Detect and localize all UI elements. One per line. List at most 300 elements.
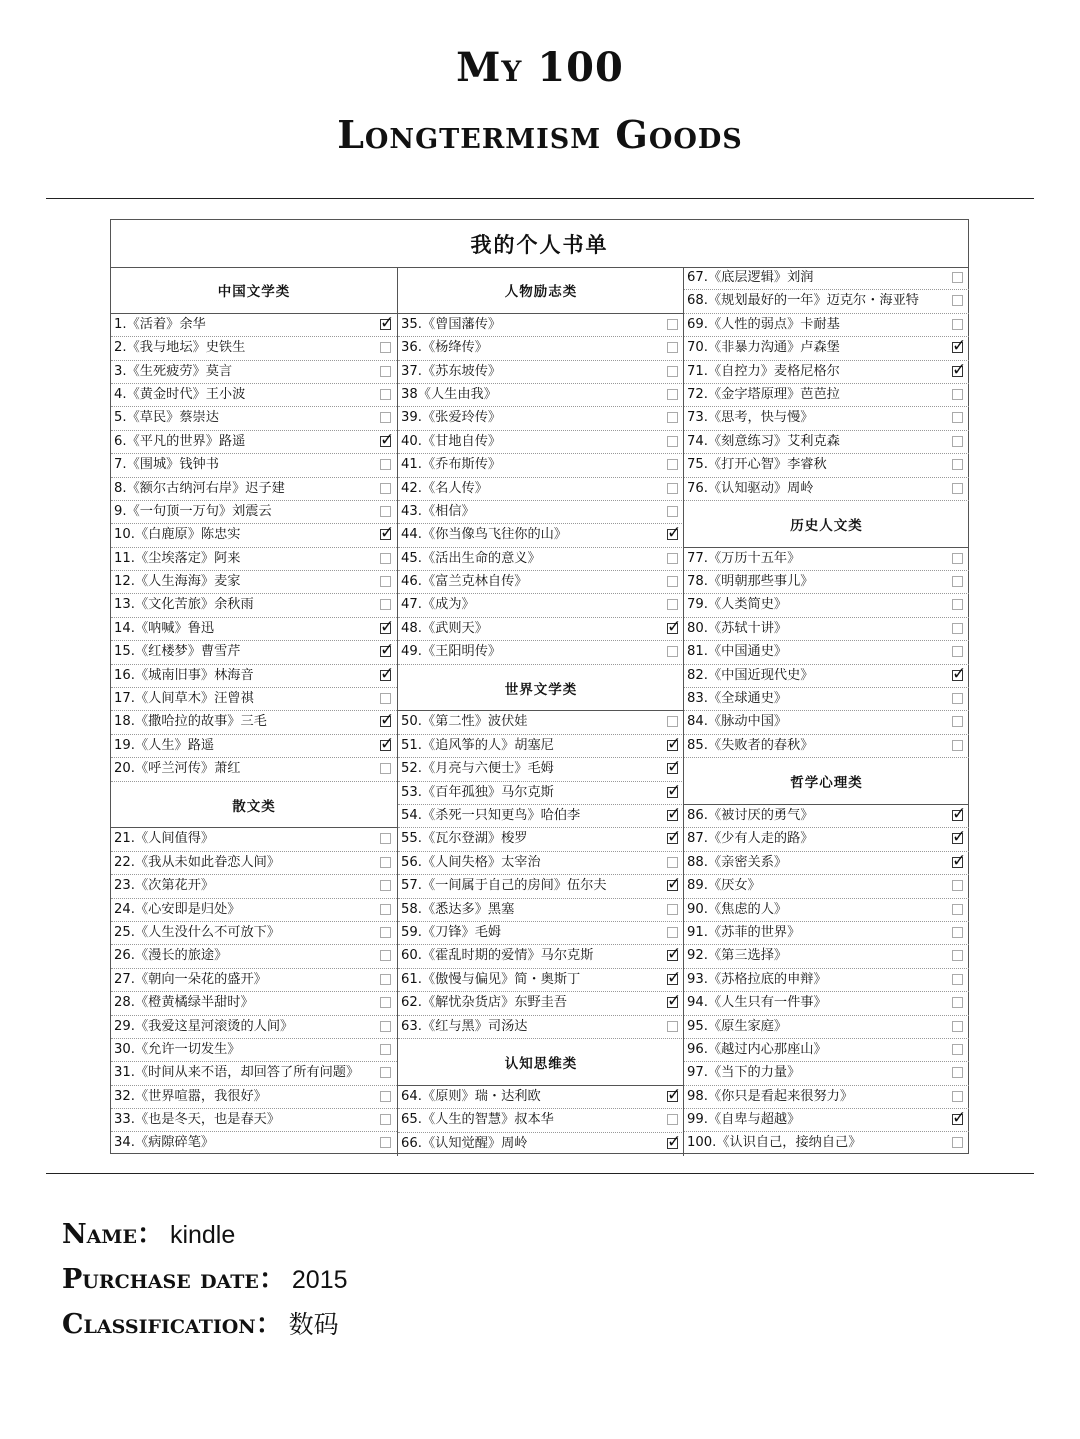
book-title: 65.《人生的智慧》叔本华 bbox=[401, 1112, 554, 1128]
book-title: 94.《人生只有一件事》 bbox=[687, 995, 827, 1011]
book-item bbox=[398, 805, 684, 828]
book-item bbox=[111, 501, 397, 524]
book-item bbox=[111, 361, 397, 384]
book-title: 52.《月亮与六便士》毛姆 bbox=[401, 761, 554, 777]
book-item bbox=[684, 875, 969, 898]
checkbox-unchecked[interactable] bbox=[952, 950, 963, 961]
book-item bbox=[398, 992, 684, 1015]
book-title: 47.《成为》 bbox=[401, 597, 475, 613]
checkbox-checked[interactable] bbox=[380, 436, 391, 447]
book-item bbox=[111, 618, 397, 641]
book-item bbox=[684, 805, 969, 828]
checkbox-unchecked[interactable] bbox=[380, 389, 391, 400]
book-title: 40.《甘地自传》 bbox=[401, 433, 502, 449]
book-item bbox=[684, 1016, 969, 1039]
checkbox-checked[interactable] bbox=[667, 997, 678, 1008]
book-title: 44.《你当像鸟飞往你的山》 bbox=[401, 527, 568, 543]
checkbox-checked[interactable] bbox=[952, 810, 963, 821]
checkbox-unchecked[interactable] bbox=[667, 904, 678, 915]
checkbox-unchecked[interactable] bbox=[667, 319, 678, 330]
checkbox-unchecked[interactable] bbox=[380, 1137, 391, 1148]
checkbox-unchecked[interactable] bbox=[952, 553, 963, 564]
title-line-1: My 100 bbox=[456, 44, 624, 91]
book-item bbox=[684, 594, 969, 617]
book-item bbox=[111, 969, 397, 992]
book-title: 79.《人类简史》 bbox=[687, 597, 788, 613]
book-item bbox=[684, 337, 969, 360]
book-title: 29.《我爱这星河滚烫的人间》 bbox=[114, 1018, 294, 1034]
book-title: 62.《解忧杂货店》东野圭吾 bbox=[401, 995, 568, 1011]
classification-value: 数码 bbox=[288, 1311, 339, 1339]
book-title: 68.《规划最好的一年》迈克尔・海亚特 bbox=[687, 293, 919, 309]
book-title: 86.《被讨厌的勇气》 bbox=[687, 808, 814, 824]
checkbox-unchecked[interactable] bbox=[380, 927, 391, 938]
checkbox-unchecked[interactable] bbox=[380, 1091, 391, 1102]
book-item bbox=[111, 314, 397, 337]
book-item bbox=[111, 454, 397, 477]
checkbox-unchecked[interactable] bbox=[380, 833, 391, 844]
book-item bbox=[684, 290, 969, 313]
book-title: 31.《时间从来不语，却回答了所有问题》 bbox=[114, 1065, 360, 1081]
book-title: 23.《次第花开》 bbox=[114, 878, 215, 894]
book-title: 46.《富兰克林自传》 bbox=[401, 574, 528, 590]
book-title: 26.《漫长的旅途》 bbox=[114, 948, 228, 964]
book-item bbox=[111, 548, 397, 571]
book-title: 53.《百年孤独》马尔克斯 bbox=[401, 784, 554, 800]
checkbox-unchecked[interactable] bbox=[952, 927, 963, 938]
book-title: 10.《白鹿原》陈忠实 bbox=[114, 527, 241, 543]
book-title: 1.《活着》余华 bbox=[114, 316, 206, 332]
book-item bbox=[111, 945, 397, 968]
book-title: 32.《世界喧嚣，我很好》 bbox=[114, 1088, 267, 1104]
checkbox-unchecked[interactable] bbox=[380, 506, 391, 517]
book-item bbox=[684, 1109, 969, 1132]
book-item bbox=[684, 828, 969, 851]
book-item bbox=[684, 314, 969, 337]
book-title: 4.《黄金时代》王小波 bbox=[114, 386, 246, 402]
book-title: 60.《霍乱时期的爱情》马尔克斯 bbox=[401, 948, 594, 964]
book-item bbox=[684, 1062, 969, 1085]
book-title: 83.《全球通史》 bbox=[687, 691, 788, 707]
book-title: 72.《金字塔原理》芭芭拉 bbox=[687, 386, 840, 402]
book-item bbox=[111, 594, 397, 617]
book-item bbox=[684, 571, 969, 594]
book-item bbox=[398, 969, 684, 992]
checkbox-unchecked[interactable] bbox=[952, 389, 963, 400]
book-item bbox=[398, 501, 684, 524]
checkbox-checked[interactable] bbox=[667, 810, 678, 821]
book-item bbox=[684, 945, 969, 968]
book-item bbox=[398, 735, 684, 758]
checkbox-unchecked[interactable] bbox=[380, 1067, 391, 1078]
checkbox-unchecked[interactable] bbox=[667, 483, 678, 494]
checkbox-unchecked[interactable] bbox=[952, 716, 963, 727]
book-item bbox=[684, 992, 969, 1015]
book-title: 78.《明朝那些事儿》 bbox=[687, 574, 814, 590]
checkbox-checked[interactable] bbox=[667, 623, 678, 634]
book-title: 2.《我与地坛》史铁生 bbox=[114, 340, 246, 356]
checkbox-unchecked[interactable] bbox=[380, 904, 391, 915]
checkbox-unchecked[interactable] bbox=[380, 483, 391, 494]
book-title: 76.《认知驱动》周岭 bbox=[687, 480, 814, 496]
book-title: 42.《名人传》 bbox=[401, 480, 488, 496]
bottom-divider bbox=[46, 1173, 1034, 1174]
checkbox-checked[interactable] bbox=[667, 974, 678, 985]
book-title: 89.《厌女》 bbox=[687, 878, 761, 894]
book-item bbox=[111, 852, 397, 875]
title-line-2: Longtermism Goods bbox=[337, 112, 743, 157]
book-item bbox=[398, 852, 684, 875]
book-item bbox=[111, 992, 397, 1015]
book-title: 8.《额尔古纳河右岸》迟子建 bbox=[114, 480, 285, 496]
checkbox-checked[interactable] bbox=[380, 716, 391, 727]
top-divider bbox=[46, 198, 1034, 199]
checkbox-checked[interactable] bbox=[952, 366, 963, 377]
book-title: 88.《亲密关系》 bbox=[687, 854, 788, 870]
book-title: 56.《人间失格》太宰治 bbox=[401, 854, 541, 870]
book-title: 36.《杨绛传》 bbox=[401, 340, 488, 356]
book-title: 28.《橙黄橘绿半甜时》 bbox=[114, 995, 254, 1011]
book-item bbox=[111, 1132, 397, 1155]
book-item bbox=[111, 431, 397, 454]
book-title: 27.《朝向一朵花的盛开》 bbox=[114, 971, 267, 987]
book-item bbox=[398, 618, 684, 641]
book-item bbox=[398, 1109, 684, 1132]
book-item bbox=[684, 384, 969, 407]
checkbox-unchecked[interactable] bbox=[952, 459, 963, 470]
checkbox-checked[interactable] bbox=[667, 529, 678, 540]
checkbox-unchecked[interactable] bbox=[667, 366, 678, 377]
checkbox-unchecked[interactable] bbox=[667, 857, 678, 868]
checkbox-unchecked[interactable] bbox=[952, 974, 963, 985]
book-title: 85.《失败者的春秋》 bbox=[687, 737, 814, 753]
checkbox-unchecked[interactable] bbox=[952, 880, 963, 891]
book-item bbox=[398, 922, 684, 945]
book-title: 55.《瓦尔登湖》梭罗 bbox=[401, 831, 528, 847]
checkbox-unchecked[interactable] bbox=[952, 483, 963, 494]
checkbox-unchecked[interactable] bbox=[380, 366, 391, 377]
book-item bbox=[684, 688, 969, 711]
checkbox-unchecked[interactable] bbox=[667, 412, 678, 423]
book-title: 98.《你只是看起来很努力》 bbox=[687, 1088, 854, 1104]
checkbox-unchecked[interactable] bbox=[952, 1021, 963, 1032]
checkbox-unchecked[interactable] bbox=[667, 716, 678, 727]
book-item bbox=[684, 1132, 969, 1155]
checkbox-checked[interactable] bbox=[667, 1091, 678, 1102]
checkbox-unchecked[interactable] bbox=[380, 950, 391, 961]
checkbox-unchecked[interactable] bbox=[667, 1021, 678, 1032]
book-title: 21.《人间值得》 bbox=[114, 831, 215, 847]
book-item bbox=[398, 899, 684, 922]
checkbox-checked[interactable] bbox=[952, 670, 963, 681]
book-item bbox=[111, 641, 397, 664]
book-title: 97.《当下的力量》 bbox=[687, 1065, 801, 1081]
purchase-date-label: Purchase date： bbox=[62, 1264, 286, 1295]
book-item bbox=[398, 478, 684, 501]
book-item bbox=[684, 922, 969, 945]
checkbox-checked[interactable] bbox=[952, 857, 963, 868]
book-title: 58.《悉达多》黑塞 bbox=[401, 901, 515, 917]
book-title: 41.《乔布斯传》 bbox=[401, 457, 502, 473]
book-item bbox=[111, 1109, 397, 1132]
book-item bbox=[684, 454, 969, 477]
checkbox-unchecked[interactable] bbox=[667, 389, 678, 400]
book-item bbox=[398, 594, 684, 617]
book-item bbox=[398, 454, 684, 477]
checkbox-unchecked[interactable] bbox=[952, 997, 963, 1008]
book-title: 93.《苏格拉底的申辩》 bbox=[687, 971, 827, 987]
book-title: 34.《病隙碎笔》 bbox=[114, 1135, 215, 1151]
book-item bbox=[684, 1086, 969, 1109]
book-title: 71.《自控力》麦格尼格尔 bbox=[687, 363, 840, 379]
checkbox-unchecked[interactable] bbox=[380, 880, 391, 891]
book-title: 19.《人生》路遥 bbox=[114, 737, 215, 753]
checkbox-unchecked[interactable] bbox=[667, 927, 678, 938]
book-item bbox=[111, 711, 397, 734]
checkbox-unchecked[interactable] bbox=[380, 1021, 391, 1032]
book-title: 75.《打开心智》李睿秋 bbox=[687, 457, 827, 473]
checkbox-unchecked[interactable] bbox=[952, 740, 963, 751]
checkbox-unchecked[interactable] bbox=[380, 763, 391, 774]
checkbox-checked[interactable] bbox=[667, 740, 678, 751]
category-heading: 世界文学类 bbox=[398, 665, 684, 712]
book-item bbox=[398, 711, 684, 734]
checkbox-unchecked[interactable] bbox=[380, 857, 391, 868]
book-title: 95.《原生家庭》 bbox=[687, 1018, 788, 1034]
classification-field bbox=[62, 1302, 339, 1341]
book-title: 90.《焦虑的人》 bbox=[687, 901, 788, 917]
book-item bbox=[684, 641, 969, 664]
checkbox-unchecked[interactable] bbox=[952, 1091, 963, 1102]
book-item bbox=[398, 384, 684, 407]
book-title: 14.《呐喊》鲁迅 bbox=[114, 620, 215, 636]
checkbox-unchecked[interactable] bbox=[952, 1137, 963, 1148]
book-item bbox=[111, 688, 397, 711]
book-item bbox=[684, 1039, 969, 1062]
book-title: 66.《认知觉醒》周岭 bbox=[401, 1135, 528, 1151]
book-item bbox=[398, 1133, 684, 1156]
category-heading: 历史人文类 bbox=[684, 501, 969, 548]
book-item bbox=[111, 875, 397, 898]
checkbox-unchecked[interactable] bbox=[380, 459, 391, 470]
book-item bbox=[111, 478, 397, 501]
book-item bbox=[111, 735, 397, 758]
checkbox-unchecked[interactable] bbox=[380, 576, 391, 587]
book-title: 13.《文化苦旅》余秋雨 bbox=[114, 597, 254, 613]
checkbox-checked[interactable] bbox=[667, 1138, 678, 1149]
checkbox-checked[interactable] bbox=[380, 740, 391, 751]
book-title: 81.《中国通史》 bbox=[687, 644, 788, 660]
book-item bbox=[398, 758, 684, 781]
book-item bbox=[398, 1016, 684, 1039]
checkbox-unchecked[interactable] bbox=[667, 599, 678, 610]
book-title: 87.《少有人走的路》 bbox=[687, 831, 814, 847]
checkbox-checked[interactable] bbox=[952, 342, 963, 353]
book-title: 96.《越过内心那座山》 bbox=[687, 1041, 827, 1057]
book-column-3 bbox=[683, 267, 969, 1156]
book-title: 92.《第三选择》 bbox=[687, 948, 788, 964]
checkbox-unchecked[interactable] bbox=[667, 342, 678, 353]
checkbox-unchecked[interactable] bbox=[952, 623, 963, 634]
book-title: 12.《人生海海》麦家 bbox=[114, 574, 241, 590]
checkbox-unchecked[interactable] bbox=[952, 319, 963, 330]
book-item bbox=[398, 548, 684, 571]
checkbox-unchecked[interactable] bbox=[667, 553, 678, 564]
purchase-date-value: 2015 bbox=[291, 1266, 348, 1294]
book-title: 33.《也是冬天，也是春天》 bbox=[114, 1112, 281, 1128]
book-item bbox=[684, 407, 969, 430]
book-item bbox=[398, 875, 684, 898]
book-title: 77.《万历十五年》 bbox=[687, 550, 801, 566]
book-title: 3.《生死疲劳》莫言 bbox=[114, 363, 233, 379]
book-item bbox=[111, 665, 397, 688]
checkbox-unchecked[interactable] bbox=[380, 599, 391, 610]
checkbox-checked[interactable] bbox=[380, 529, 391, 540]
book-title: 63.《红与黑》司汤达 bbox=[401, 1018, 528, 1034]
checkbox-unchecked[interactable] bbox=[952, 904, 963, 915]
book-item bbox=[684, 665, 969, 688]
book-item bbox=[111, 922, 397, 945]
book-item bbox=[398, 337, 684, 360]
book-title: 15.《红楼梦》曹雪芹 bbox=[114, 644, 241, 660]
book-item bbox=[684, 899, 969, 922]
checkbox-checked[interactable] bbox=[667, 833, 678, 844]
book-title: 25.《人生没什么不可放下》 bbox=[114, 924, 281, 940]
book-title: 73.《思考，快与慢》 bbox=[687, 410, 814, 426]
checkbox-checked[interactable] bbox=[380, 646, 391, 657]
book-title: 54.《杀死一只知更鸟》哈伯李 bbox=[401, 808, 581, 824]
book-title: 50.《第二性》波伏娃 bbox=[401, 714, 528, 730]
category-heading: 散文类 bbox=[111, 782, 397, 829]
checkbox-unchecked[interactable] bbox=[952, 295, 963, 306]
purchase-date-field bbox=[62, 1257, 348, 1296]
book-title: 39.《张爱玲传》 bbox=[401, 410, 502, 426]
book-title: 51.《追风筝的人》胡塞尼 bbox=[401, 737, 554, 753]
checkbox-unchecked[interactable] bbox=[952, 599, 963, 610]
checkbox-unchecked[interactable] bbox=[380, 997, 391, 1008]
checkbox-checked[interactable] bbox=[380, 670, 391, 681]
checkbox-unchecked[interactable] bbox=[667, 576, 678, 587]
checkbox-checked[interactable] bbox=[667, 763, 678, 774]
book-title: 38《人生由我》 bbox=[401, 386, 497, 402]
checkbox-unchecked[interactable] bbox=[667, 646, 678, 657]
book-title: 99.《自卑与超越》 bbox=[687, 1112, 801, 1128]
book-item bbox=[111, 1086, 397, 1109]
checkbox-unchecked[interactable] bbox=[952, 1067, 963, 1078]
checkbox-checked[interactable] bbox=[380, 623, 391, 634]
book-title: 35.《曾国藩传》 bbox=[401, 316, 502, 332]
book-item bbox=[684, 735, 969, 758]
checkbox-unchecked[interactable] bbox=[667, 436, 678, 447]
checkbox-unchecked[interactable] bbox=[667, 1114, 678, 1125]
checkbox-checked[interactable] bbox=[667, 950, 678, 961]
book-title: 69.《人性的弱点》卡耐基 bbox=[687, 316, 840, 332]
book-item bbox=[111, 407, 397, 430]
book-title: 30.《允许一切发生》 bbox=[114, 1041, 241, 1057]
name-field bbox=[62, 1212, 235, 1251]
book-item bbox=[684, 969, 969, 992]
book-item bbox=[111, 899, 397, 922]
checkbox-checked[interactable] bbox=[667, 787, 678, 798]
checkbox-unchecked[interactable] bbox=[667, 506, 678, 517]
book-item bbox=[111, 1016, 397, 1039]
book-title: 20.《呼兰河传》萧红 bbox=[114, 761, 241, 777]
checkbox-unchecked[interactable] bbox=[952, 693, 963, 704]
checkbox-checked[interactable] bbox=[952, 1114, 963, 1125]
book-item bbox=[398, 361, 684, 384]
book-item bbox=[398, 945, 684, 968]
checkbox-checked[interactable] bbox=[952, 833, 963, 844]
checkbox-unchecked[interactable] bbox=[380, 1044, 391, 1055]
checkbox-unchecked[interactable] bbox=[380, 693, 391, 704]
checkbox-unchecked[interactable] bbox=[952, 646, 963, 657]
book-item bbox=[398, 314, 684, 337]
book-item bbox=[398, 1086, 684, 1109]
book-item bbox=[398, 782, 684, 805]
book-item bbox=[684, 361, 969, 384]
book-title: 43.《相信》 bbox=[401, 503, 475, 519]
book-title: 5.《草民》蔡崇达 bbox=[114, 410, 219, 426]
book-title: 84.《脉动中国》 bbox=[687, 714, 788, 730]
book-title: 9.《一句顶一万句》刘震云 bbox=[114, 503, 272, 519]
book-item bbox=[111, 524, 397, 547]
checkbox-unchecked[interactable] bbox=[952, 272, 963, 283]
checkbox-unchecked[interactable] bbox=[380, 553, 391, 564]
book-title: 59.《刀锋》毛姆 bbox=[401, 924, 502, 940]
book-title: 7.《围城》钱钟书 bbox=[114, 457, 219, 473]
book-item bbox=[398, 431, 684, 454]
book-item bbox=[398, 407, 684, 430]
checkbox-unchecked[interactable] bbox=[952, 436, 963, 447]
book-title: 37.《苏东坡传》 bbox=[401, 363, 502, 379]
checkbox-unchecked[interactable] bbox=[380, 974, 391, 985]
category-heading: 中国文学类 bbox=[111, 267, 397, 314]
book-column-1 bbox=[111, 267, 397, 1156]
checkbox-unchecked[interactable] bbox=[952, 412, 963, 423]
category-heading: 认知思维类 bbox=[398, 1039, 684, 1086]
checkbox-unchecked[interactable] bbox=[380, 412, 391, 423]
book-item bbox=[111, 758, 397, 781]
book-title: 80.《苏轼十讲》 bbox=[687, 620, 788, 636]
checkbox-checked[interactable] bbox=[380, 319, 391, 330]
checkbox-unchecked[interactable] bbox=[952, 576, 963, 587]
name-label: Name： bbox=[62, 1219, 164, 1250]
checkbox-checked[interactable] bbox=[667, 880, 678, 891]
checkbox-unchecked[interactable] bbox=[380, 1114, 391, 1125]
category-heading: 人物励志类 bbox=[398, 267, 684, 314]
book-item bbox=[684, 478, 969, 501]
book-item bbox=[684, 548, 969, 571]
book-title: 74.《刻意练习》艾利克森 bbox=[687, 433, 840, 449]
book-item bbox=[111, 337, 397, 360]
book-item bbox=[398, 571, 684, 594]
book-item bbox=[111, 384, 397, 407]
checkbox-unchecked[interactable] bbox=[667, 459, 678, 470]
book-item bbox=[684, 852, 969, 875]
book-title: 45.《活出生命的意义》 bbox=[401, 550, 541, 566]
book-title: 64.《原则》瑞・达利欧 bbox=[401, 1088, 541, 1104]
checkbox-unchecked[interactable] bbox=[952, 1044, 963, 1055]
book-item bbox=[398, 641, 684, 664]
book-title: 100.《认识自己，接纳自己》 bbox=[687, 1135, 862, 1151]
book-title: 91.《苏菲的世界》 bbox=[687, 924, 801, 940]
book-title: 18.《撒哈拉的故事》三毛 bbox=[114, 714, 267, 730]
book-item bbox=[398, 524, 684, 547]
name-value: kindle bbox=[169, 1221, 236, 1249]
book-item bbox=[398, 828, 684, 851]
book-item bbox=[684, 711, 969, 734]
checkbox-unchecked[interactable] bbox=[380, 342, 391, 353]
